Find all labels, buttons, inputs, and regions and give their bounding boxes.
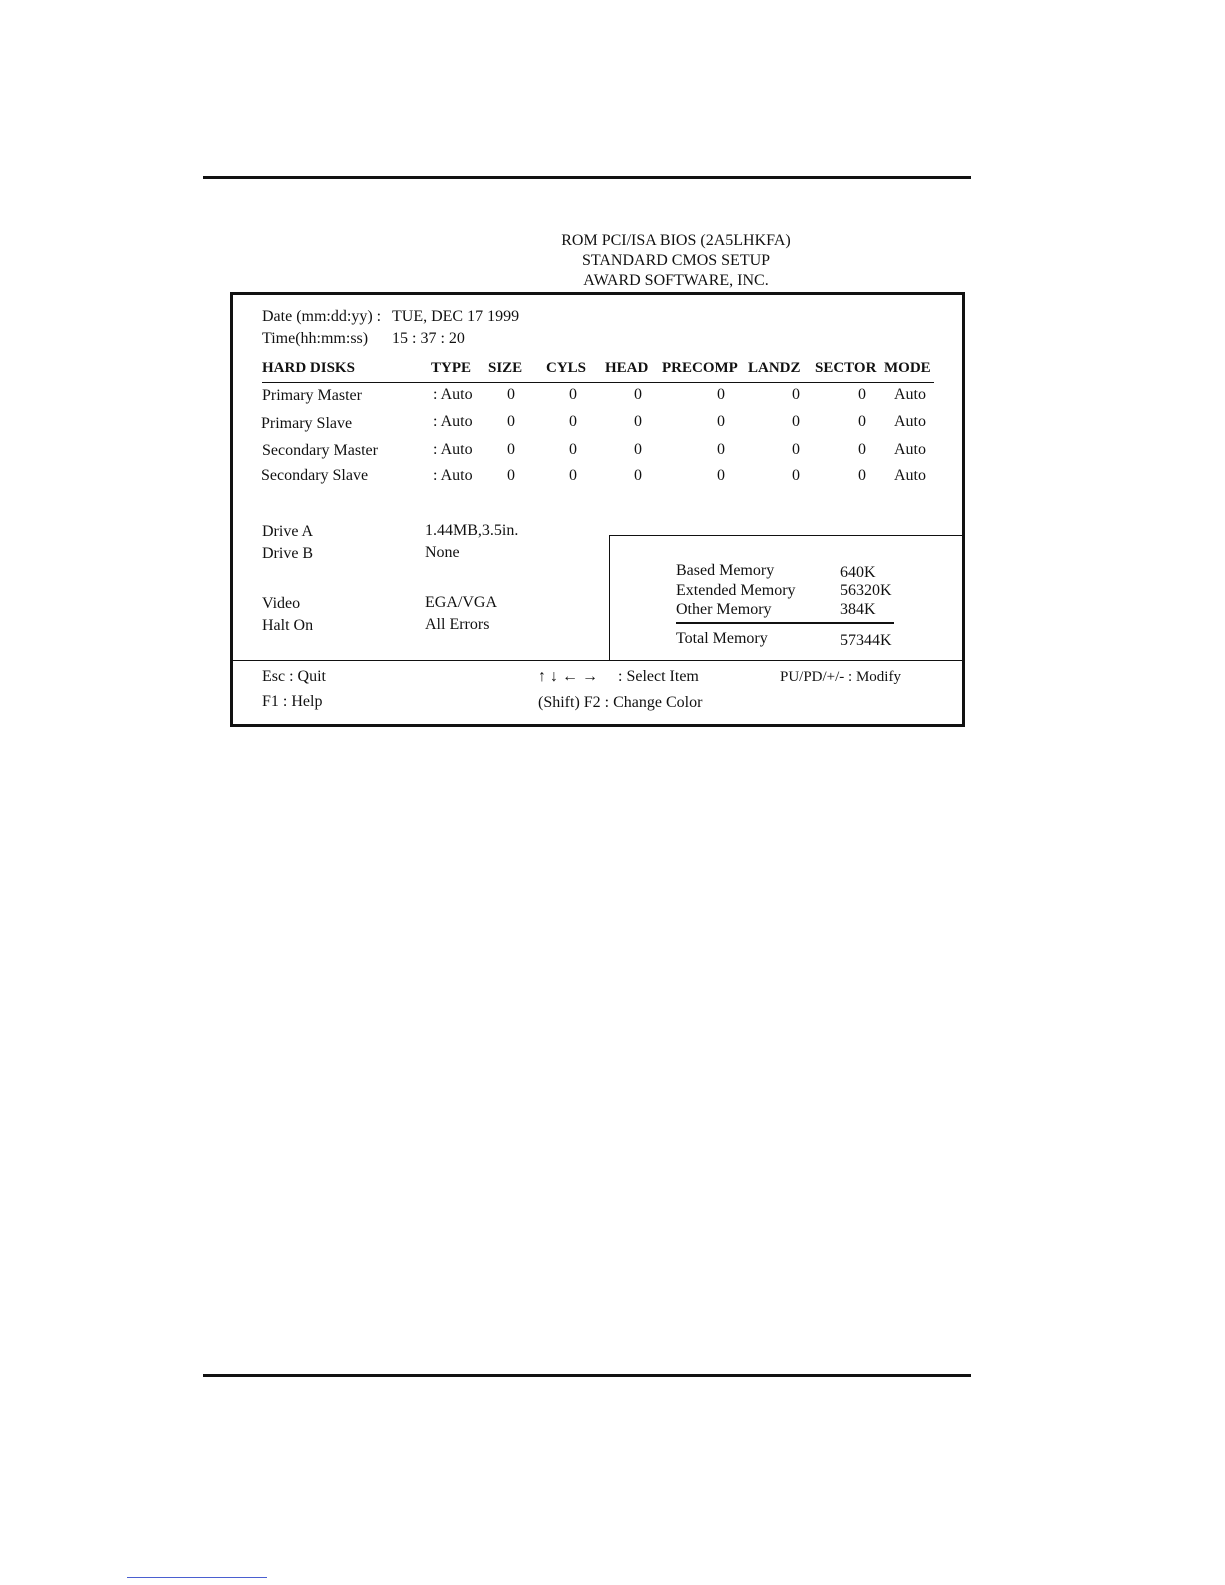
disk-name: Primary Master xyxy=(262,387,362,404)
disk-mode[interactable]: Auto xyxy=(894,441,926,458)
disk-cyls: 0 xyxy=(569,467,577,484)
disk-head: 0 xyxy=(634,413,642,430)
bios-title: ROM PCI/ISA BIOS (2A5LHKFA) xyxy=(561,232,791,249)
bios-screen xyxy=(230,292,965,727)
based-memory-label: Based Memory xyxy=(676,562,775,579)
disk-size: 0 xyxy=(507,413,515,430)
memory-box-left-border xyxy=(609,535,610,660)
disk-mode[interactable]: Auto xyxy=(894,467,926,484)
disk-landz: 0 xyxy=(792,441,800,458)
disk-type[interactable]: : Auto xyxy=(433,467,473,484)
total-memory-value: 57344K xyxy=(840,632,892,649)
f1-help-hint: F1 : Help xyxy=(262,693,323,710)
disk-type[interactable]: : Auto xyxy=(433,441,473,458)
disk-name: Secondary Slave xyxy=(261,467,369,484)
drive-a-value[interactable]: 1.44MB,3.5in. xyxy=(425,522,519,539)
date-value[interactable]: TUE, DEC 17 1999 xyxy=(392,308,520,325)
hard-disk-header-divider xyxy=(262,382,934,383)
halt-on-label: Halt On xyxy=(262,617,314,634)
disk-name: Primary Slave xyxy=(261,415,353,432)
drive-b-value[interactable]: None xyxy=(425,544,460,561)
modify-hint: PU/PD/+/- : Modify xyxy=(780,669,901,685)
col-hard-disks: HARD DISKS xyxy=(262,360,355,376)
page-top-rule xyxy=(203,176,971,179)
disk-cyls: 0 xyxy=(569,441,577,458)
date-label: Date (mm:dd:yy) : xyxy=(262,308,382,325)
col-sector: SECTOR xyxy=(815,360,877,376)
other-memory-value: 384K xyxy=(840,601,876,618)
disk-mode[interactable]: Auto xyxy=(894,413,926,430)
disk-precomp: 0 xyxy=(717,413,725,430)
arrow-keys-icon: ↑ ↓ ← → xyxy=(538,668,598,685)
time-label: Time(hh:mm:ss) xyxy=(262,330,369,347)
disk-size: 0 xyxy=(507,386,515,403)
col-type: TYPE xyxy=(431,360,472,376)
disk-name: Secondary Master xyxy=(262,442,378,459)
vendor-title: AWARD SOFTWARE, INC. xyxy=(583,272,769,289)
disk-type[interactable]: : Auto xyxy=(433,413,473,430)
disk-cyls: 0 xyxy=(569,386,577,403)
disk-mode[interactable]: Auto xyxy=(894,386,926,403)
disk-size: 0 xyxy=(507,467,515,484)
disk-head: 0 xyxy=(634,467,642,484)
halt-on-value[interactable]: All Errors xyxy=(425,616,490,633)
esc-quit-hint: Esc : Quit xyxy=(262,668,326,685)
extended-memory-label: Extended Memory xyxy=(676,582,796,599)
col-mode: MODE xyxy=(884,360,931,376)
memory-total-divider xyxy=(676,622,894,624)
disk-type[interactable]: : Auto xyxy=(433,386,473,403)
col-size: SIZE xyxy=(488,360,523,376)
disk-head: 0 xyxy=(634,441,642,458)
disk-precomp: 0 xyxy=(717,386,725,403)
disk-landz: 0 xyxy=(792,467,800,484)
disk-precomp: 0 xyxy=(717,467,725,484)
page-bottom-rule xyxy=(203,1374,971,1377)
extended-memory-value: 56320K xyxy=(840,582,892,599)
footer-link-underline xyxy=(127,1577,267,1578)
disk-sector: 0 xyxy=(858,413,866,430)
drive-b-label: Drive B xyxy=(262,545,314,562)
time-value[interactable]: 15 : 37 : 20 xyxy=(392,330,465,347)
col-precomp: PRECOMP xyxy=(662,360,738,376)
disk-sector: 0 xyxy=(858,441,866,458)
based-memory-value: 640K xyxy=(840,564,876,581)
disk-precomp: 0 xyxy=(717,441,725,458)
change-color-hint: (Shift) F2 : Change Color xyxy=(538,694,703,711)
footer-divider xyxy=(233,660,965,661)
video-label: Video xyxy=(262,595,301,612)
col-landz: LANDZ xyxy=(748,360,801,376)
select-item-hint: : Select Item xyxy=(618,668,699,685)
total-memory-label: Total Memory xyxy=(676,630,768,647)
col-head: HEAD xyxy=(605,360,649,376)
disk-cyls: 0 xyxy=(569,413,577,430)
disk-sector: 0 xyxy=(858,386,866,403)
video-value[interactable]: EGA/VGA xyxy=(425,594,497,611)
disk-sector: 0 xyxy=(858,467,866,484)
drive-a-label: Drive A xyxy=(262,523,314,540)
disk-head: 0 xyxy=(634,386,642,403)
disk-landz: 0 xyxy=(792,386,800,403)
other-memory-label: Other Memory xyxy=(676,601,772,618)
disk-size: 0 xyxy=(507,441,515,458)
disk-landz: 0 xyxy=(792,413,800,430)
col-cyls: CYLS xyxy=(546,360,587,376)
memory-box-top-border xyxy=(609,535,965,536)
setup-title: STANDARD CMOS SETUP xyxy=(581,252,771,269)
